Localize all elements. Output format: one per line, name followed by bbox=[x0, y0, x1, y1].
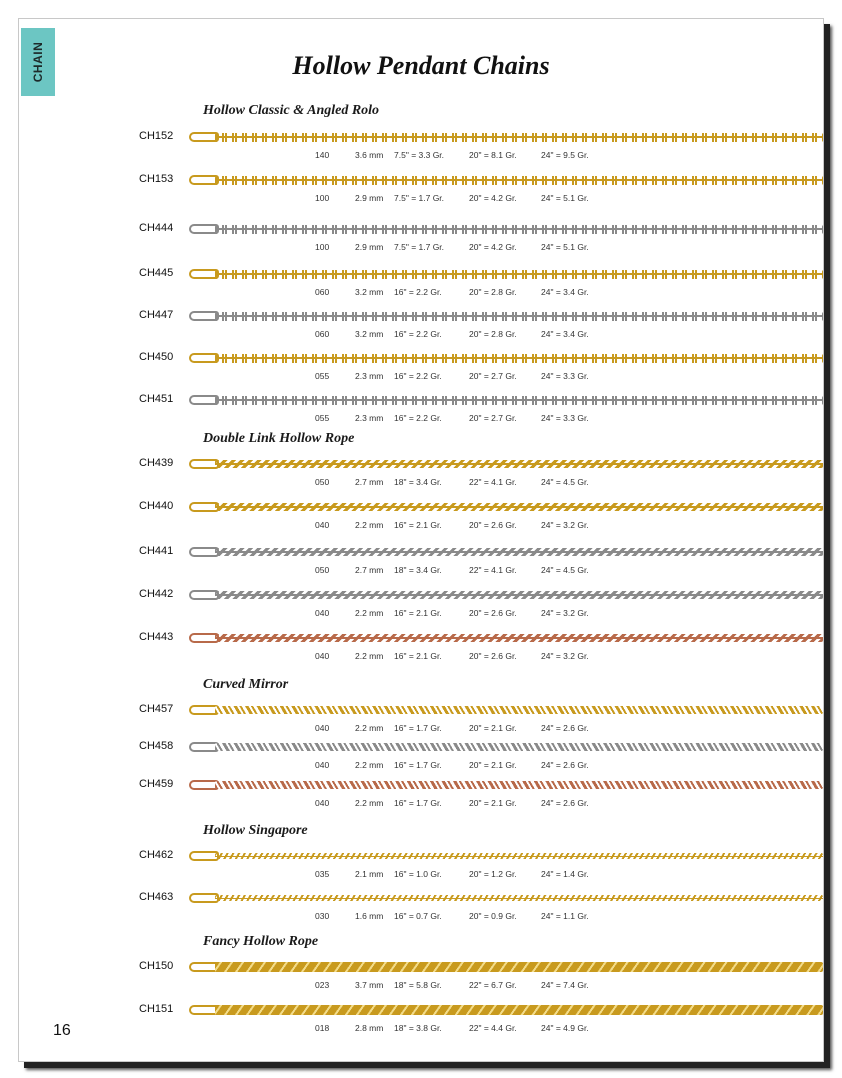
chain-code: CH441 bbox=[139, 545, 174, 557]
chain-spec: 040 bbox=[315, 760, 330, 770]
chain-links bbox=[215, 706, 823, 714]
chain-spec: 16" = 1.0 Gr. bbox=[394, 869, 442, 879]
chain-spec: 20" = 2.6 Gr. bbox=[469, 651, 517, 661]
chain-spec: 060 bbox=[315, 329, 330, 339]
chain-spec: 040 bbox=[315, 608, 330, 618]
chain-spec: 20" = 8.1 Gr. bbox=[469, 150, 517, 160]
chain-image bbox=[189, 1003, 823, 1017]
chain-spec: 2.9 mm bbox=[355, 193, 384, 203]
chain-image bbox=[189, 891, 823, 905]
chain-spec: 24" = 5.1 Gr. bbox=[541, 193, 589, 203]
chain-spec: 24" = 3.3 Gr. bbox=[541, 413, 589, 423]
chain-image bbox=[189, 393, 823, 407]
chain-spec: 20" = 4.2 Gr. bbox=[469, 193, 517, 203]
chain-spec: 24" = 2.6 Gr. bbox=[541, 723, 589, 733]
chain-spec: 24" = 3.2 Gr. bbox=[541, 651, 589, 661]
page-number: 16 bbox=[53, 1022, 71, 1039]
chain-code: CH443 bbox=[139, 631, 174, 643]
chain-spec: 2.7 mm bbox=[355, 477, 384, 487]
chain-spec: 2.8 mm bbox=[355, 1023, 384, 1033]
chain-spec: 24" = 3.2 Gr. bbox=[541, 608, 589, 618]
chain-spec: 023 bbox=[315, 980, 330, 990]
chain-spec: 2.2 mm bbox=[355, 723, 384, 733]
chain-links bbox=[215, 503, 823, 511]
chain-image bbox=[189, 222, 823, 236]
chain-spec: 20" = 1.2 Gr. bbox=[469, 869, 517, 879]
chain-spec: 20" = 2.6 Gr. bbox=[469, 608, 517, 618]
chain-spec: 22" = 4.4 Gr. bbox=[469, 1023, 517, 1033]
chain-spec: 24" = 5.1 Gr. bbox=[541, 242, 589, 252]
chain-spec: 24" = 3.3 Gr. bbox=[541, 371, 589, 381]
chain-image bbox=[189, 309, 823, 323]
chain-spec: 16" = 2.1 Gr. bbox=[394, 520, 442, 530]
chain-spec: 16" = 0.7 Gr. bbox=[394, 911, 442, 921]
chain-spec: 18" = 3.4 Gr. bbox=[394, 477, 442, 487]
chain-code: CH462 bbox=[139, 849, 174, 861]
chain-code: CH150 bbox=[139, 960, 174, 972]
chain-image bbox=[189, 849, 823, 863]
chain-code: CH463 bbox=[139, 891, 174, 903]
chain-code: CH151 bbox=[139, 1003, 174, 1015]
chain-spec: 18" = 5.8 Gr. bbox=[394, 980, 442, 990]
page-title: Hollow Pendant Chains bbox=[292, 51, 550, 80]
section-title: Curved Mirror bbox=[203, 677, 289, 692]
chain-image bbox=[189, 130, 823, 144]
chain-links bbox=[215, 396, 823, 405]
chain-spec: 24" = 3.2 Gr. bbox=[541, 520, 589, 530]
chain-image bbox=[189, 740, 823, 754]
chain-spec: 24" = 4.5 Gr. bbox=[541, 565, 589, 575]
chain-spec: 22" = 4.1 Gr. bbox=[469, 477, 517, 487]
chain-image bbox=[189, 703, 823, 717]
chain-spec: 24" = 3.4 Gr. bbox=[541, 287, 589, 297]
chain-spec: 16" = 2.2 Gr. bbox=[394, 371, 442, 381]
chain-spec: 030 bbox=[315, 911, 330, 921]
chain-spec: 16" = 2.1 Gr. bbox=[394, 608, 442, 618]
chain-spec: 24" = 2.6 Gr. bbox=[541, 760, 589, 770]
chain-spec: 20" = 2.1 Gr. bbox=[469, 723, 517, 733]
chain-spec: 040 bbox=[315, 723, 330, 733]
chain-spec: 3.7 mm bbox=[355, 980, 384, 990]
chain-spec: 3.6 mm bbox=[355, 150, 384, 160]
chain-spec: 20" = 2.7 Gr. bbox=[469, 371, 517, 381]
chain-code: CH451 bbox=[139, 393, 174, 405]
chain-links bbox=[215, 460, 823, 468]
chain-links bbox=[215, 270, 823, 279]
chain-spec: 22" = 6.7 Gr. bbox=[469, 980, 517, 990]
chain-links bbox=[215, 133, 823, 142]
chain-image bbox=[189, 173, 823, 187]
chain-spec: 24" = 1.4 Gr. bbox=[541, 869, 589, 879]
chain-spec: 16" = 2.2 Gr. bbox=[394, 287, 442, 297]
chain-code: CH445 bbox=[139, 267, 174, 279]
chain-spec: 2.3 mm bbox=[355, 371, 384, 381]
chain-spec: 24" = 9.5 Gr. bbox=[541, 150, 589, 160]
chain-spec: 3.2 mm bbox=[355, 287, 384, 297]
chain-spec: 018 bbox=[315, 1023, 330, 1033]
chain-image bbox=[189, 267, 823, 281]
chain-spec: 040 bbox=[315, 651, 330, 661]
chain-spec: 20" = 4.2 Gr. bbox=[469, 242, 517, 252]
chain-image bbox=[189, 500, 823, 514]
chain-spec: 055 bbox=[315, 413, 330, 423]
chain-spec: 7.5" = 1.7 Gr. bbox=[394, 242, 445, 252]
chain-image bbox=[189, 960, 823, 974]
chain-spec: 20" = 2.8 Gr. bbox=[469, 329, 517, 339]
chain-spec: 2.1 mm bbox=[355, 869, 384, 879]
chain-links bbox=[215, 354, 823, 363]
chain-code: CH153 bbox=[139, 173, 174, 185]
chain-spec: 16" = 1.7 Gr. bbox=[394, 798, 442, 808]
chain-spec: 24" = 3.4 Gr. bbox=[541, 329, 589, 339]
chain-spec: 7.5" = 3.3 Gr. bbox=[394, 150, 445, 160]
chain-spec: 24" = 4.9 Gr. bbox=[541, 1023, 589, 1033]
chain-spec: 24" = 1.1 Gr. bbox=[541, 911, 589, 921]
chain-code: CH459 bbox=[139, 778, 174, 790]
chain-links bbox=[215, 176, 823, 185]
section-title: Hollow Classic & Angled Rolo bbox=[203, 103, 380, 118]
chain-spec: 2.2 mm bbox=[355, 760, 384, 770]
chain-links bbox=[215, 312, 823, 321]
chain-image bbox=[189, 588, 823, 602]
chain-image bbox=[189, 778, 823, 792]
chain-spec: 2.2 mm bbox=[355, 608, 384, 618]
chain-spec: 060 bbox=[315, 287, 330, 297]
chain-links bbox=[215, 548, 823, 556]
chain-spec: 18" = 3.4 Gr. bbox=[394, 565, 442, 575]
chain-spec: 16" = 2.1 Gr. bbox=[394, 651, 442, 661]
chain-spec: 035 bbox=[315, 869, 330, 879]
chain-code: CH152 bbox=[139, 130, 174, 142]
chain-spec: 20" = 2.6 Gr. bbox=[469, 520, 517, 530]
chain-spec: 2.2 mm bbox=[355, 520, 384, 530]
chain-code: CH442 bbox=[139, 588, 174, 600]
chain-image bbox=[189, 631, 823, 645]
chain-spec: 100 bbox=[315, 193, 330, 203]
chain-spec: 24" = 2.6 Gr. bbox=[541, 798, 589, 808]
chain-image bbox=[189, 351, 823, 365]
chain-spec: 2.2 mm bbox=[355, 651, 384, 661]
chain-image bbox=[189, 545, 823, 559]
chain-spec: 16" = 2.2 Gr. bbox=[394, 329, 442, 339]
chain-code: CH447 bbox=[139, 309, 174, 321]
chain-spec: 20" = 0.9 Gr. bbox=[469, 911, 517, 921]
chain-code: CH440 bbox=[139, 500, 174, 512]
chain-code: CH439 bbox=[139, 457, 174, 469]
chain-links bbox=[215, 853, 823, 859]
chain-spec: 16" = 1.7 Gr. bbox=[394, 723, 442, 733]
chain-spec: 2.3 mm bbox=[355, 413, 384, 423]
chain-links bbox=[215, 591, 823, 599]
chain-links bbox=[215, 895, 823, 901]
chain-spec: 055 bbox=[315, 371, 330, 381]
chain-tab-label: CHAIN bbox=[31, 41, 45, 83]
chain-spec: 16" = 2.2 Gr. bbox=[394, 413, 442, 423]
chain-spec: 24" = 7.4 Gr. bbox=[541, 980, 589, 990]
chain-spec: 20" = 2.8 Gr. bbox=[469, 287, 517, 297]
chain-links bbox=[215, 781, 823, 789]
chain-spec: 100 bbox=[315, 242, 330, 252]
chain-spec: 20" = 2.1 Gr. bbox=[469, 798, 517, 808]
chain-spec: 2.2 mm bbox=[355, 798, 384, 808]
chain-spec: 20" = 2.1 Gr. bbox=[469, 760, 517, 770]
chain-spec: 1.6 mm bbox=[355, 911, 384, 921]
chain-links bbox=[215, 225, 823, 234]
chain-spec: 7.5" = 1.7 Gr. bbox=[394, 193, 445, 203]
chain-links bbox=[215, 634, 823, 642]
chain-links bbox=[215, 962, 823, 972]
section-title: Fancy Hollow Rope bbox=[203, 934, 319, 949]
chain-spec: 22" = 4.1 Gr. bbox=[469, 565, 517, 575]
chain-spec: 040 bbox=[315, 798, 330, 808]
section-title: Hollow Singapore bbox=[203, 823, 308, 838]
chain-spec: 3.2 mm bbox=[355, 329, 384, 339]
chain-spec: 2.9 mm bbox=[355, 242, 384, 252]
chain-spec: 16" = 1.7 Gr. bbox=[394, 760, 442, 770]
chain-code: CH444 bbox=[139, 222, 174, 234]
chain-links bbox=[215, 743, 823, 751]
chain-spec: 2.7 mm bbox=[355, 565, 384, 575]
chain-spec: 18" = 3.8 Gr. bbox=[394, 1023, 442, 1033]
chain-code: CH450 bbox=[139, 351, 174, 363]
chain-spec: 040 bbox=[315, 520, 330, 530]
chain-image bbox=[189, 457, 823, 471]
chain-spec: 24" = 4.5 Gr. bbox=[541, 477, 589, 487]
chain-code: CH457 bbox=[139, 703, 174, 715]
chain-spec: 050 bbox=[315, 565, 330, 575]
chain-spec: 20" = 2.7 Gr. bbox=[469, 413, 517, 423]
chain-spec: 050 bbox=[315, 477, 330, 487]
chain-spec: 140 bbox=[315, 150, 330, 160]
section-title: Double Link Hollow Rope bbox=[203, 431, 355, 446]
chain-links bbox=[215, 1005, 823, 1015]
chain-code: CH458 bbox=[139, 740, 174, 752]
catalog-page bbox=[18, 18, 824, 1062]
